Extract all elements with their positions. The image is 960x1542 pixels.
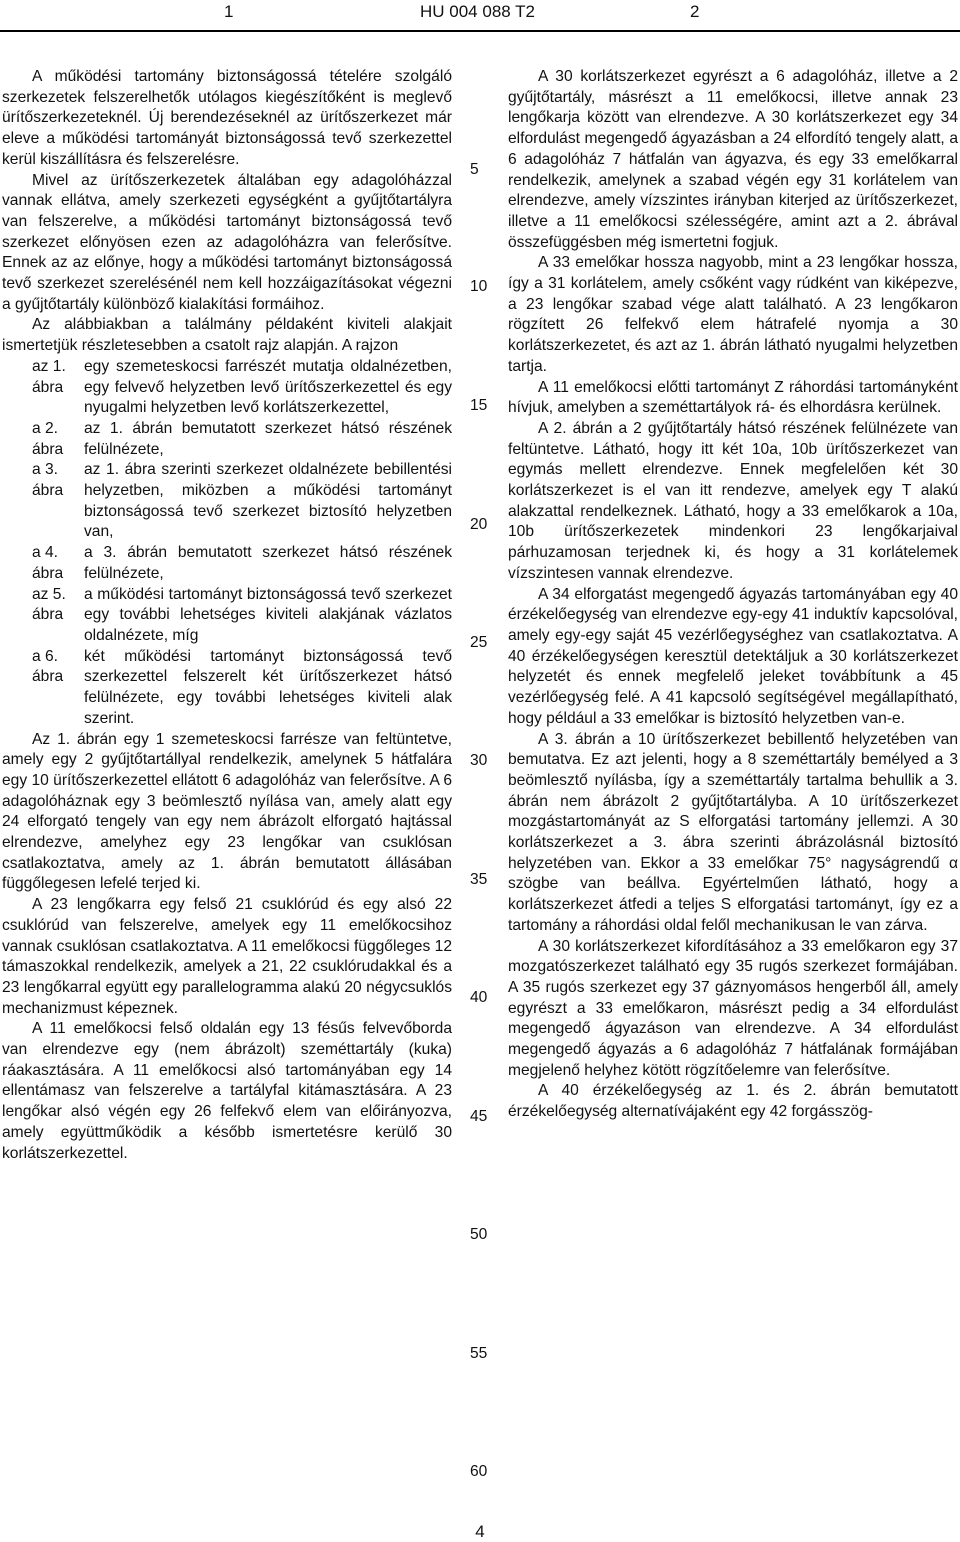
- document-number: HU 004 088 T2: [420, 2, 535, 21]
- figure-description: a 3. ábrán bemutatott szerkezet hátsó részének felülnézete,: [84, 544, 452, 582]
- paragraph: A 11 emelőkocsi előtti tartományt Z ráhordási tartományként hívjuk, amelyben a szeméttartályok rá- és elhordásra kerülnek.: [508, 378, 958, 417]
- paragraph: Az 1. ábrán egy 1 szemeteskocsi farrésze van feltüntetve, amely egy 2 gyűjtőtartállyal rendelkezik, amelynek 5 hátfalára egy 10 ürítőszerkezettel ellátott 6 adagolóház van felerősítve. A 6 adagolóháznak egy 3 beömlesztő nyílása van, amely alatt egy 24 elforgató tengely van egy nem ábrázolt elforgató hajtással elrendezve, amelyhez egy 23 lengőkar van csuklósan csatlakoztatva, amely az 1. ábrán bemutatott állásában függőlegesen lefelé terjed ki.: [2, 730, 452, 893]
- page-header: [0, 0, 960, 30]
- right-page-number: 2: [690, 2, 700, 21]
- line-number: 45: [470, 1108, 488, 1125]
- line-number: 5: [470, 161, 479, 178]
- line-number: 20: [470, 516, 488, 533]
- paragraph: A 30 korlátszerkezet kifordításához a 33 emelőkaron egy 37 mozgatószerkezet található egy 35 rugós szerkezet formájában. A 35 rugós szerkezet egy 37 gáznyomásos hengerből áll, amely egyrészt a 33 emelőkaron, másrészt pedig a 34 elfordulást megengedő ágyazáson van elrendezve. A 34 elfordulást megengedő ágyazás a 6 adagolóház 7 hátfalának formájában megjelenő helyhez kötött rögzítőelemre van felerősítve.: [508, 937, 958, 1079]
- paragraph: A 30 korlátszerkezet egyrészt a 6 adagolóház, illetve a 2 gyűjtőtartály, másrészt a 11 emelőkocsi, illetve annak 23 lengőkarja között van elrendezve. A 30 korlátszerkezet egy 34 elfordulást megengedő ágyazásban a 24 elfordító tengely alatt, a 6 adagolóház 7 hátfalán van ágyazva, és egy 33 emelőkarral rendelkezik, amelynek a szabad végén egy 31 korlátelem van elrendezve, amely vízszintes irányban kiterjed az ürítőszerkezet, illetve a 11 emelőkocsi szélességére, amint azt a 2. ábrával összefüggésben még ismertetni fogjuk.: [508, 68, 958, 251]
- figure-description: két működési tartományt biztonságossá tevő szerkezettel felszerelt két ürítőszerkezet hátsó felülnézete, egy további lehetséges kiviteli alak szerint.: [84, 647, 452, 727]
- line-number: 60: [470, 1463, 488, 1480]
- paragraph: A 3. ábrán a 10 ürítőszerkezet bebillentő helyzetében van bemutatva. Ez azt jelenti, hogy a 8 szeméttartály bemélyed a 3 beömlesztő nyílásba, így a szeméttartály tartalma behullik a 3. ábrán nem ábrázolt 2 gyűjtőtartályba. A 10 ürítőszerkezet mozgástartományát az S elforgatási tartomány jellemzi. A 30 korlátszerkezet a 3. ábra szerinti ábrázolásnál biztosító helyzetében van. Ekkor a 33 emelőkar 75° nagyságrendű α szögbe van beállva. Egyértelműen látható, hogy a korlátszerkezet átfedi a teljes S elforgatási tartományt, így ez a tartomány a ráhordási oldal felől mechanikusan le van zárva.: [508, 730, 958, 934]
- header-rule: [0, 30, 960, 32]
- line-number: 30: [470, 752, 488, 769]
- figure-label: a 2. ábra: [32, 419, 64, 458]
- line-number: 40: [470, 989, 488, 1006]
- paragraph: Az alábbiakban a találmány példaként kiviteli alakjait ismertetjük részletesebben a csatolt rajz alapján. A rajzon: [2, 316, 452, 355]
- figure-description: a működési tartományt biztonságossá tevő szerkezet egy további lehetséges kiviteli alakjának vázlatos oldalnézete, míg: [84, 585, 452, 644]
- line-number: 25: [470, 634, 488, 651]
- paragraph: A 40 érzékelőegység az 1. és 2. ábrán bemutatott érzékelőegység alternatívájaként egy 42 forgásszög-: [508, 1082, 958, 1121]
- figure-item: [2, 357, 452, 419]
- figure-item: [2, 460, 452, 543]
- figure-item: [2, 543, 452, 584]
- paragraph: A 33 emelőkar hossza nagyobb, mint a 23 lengőkar hossza, így a 31 korlátelem, amely csőként vagy rúdként van kiképezve, a 23 lengőkar szabad vége alatt található. A 23 lengőkaron rögzített 26 felfekvő elem hátrafelé nyomja a 30 korlátszerkezetet, és azt az 1. ábrán látható nyugalmi helyzetben tartja.: [508, 254, 958, 375]
- paragraph: A 11 emelőkocsi felső oldalán egy 13 fésűs felvevőborda van elrendezve egy (nem ábrázolt) szeméttartály (kuka) ráakasztására. A 11 emelőkocsi alsó tartományában egy 14 ellentámasz van felszerelve a tartályfal kitámasztására. A 23 lengőkar alsó végén egy 26 felfekvő elem van előirányozva, amely együttműködik a később ismertetésre kerülő 30 korlátszerkezettel.: [2, 1020, 452, 1162]
- line-number: 35: [470, 871, 488, 888]
- figure-label: a 4. ábra: [32, 544, 64, 582]
- paragraph: Mivel az ürítőszerkezetek általában egy adagolóházzal vannak ellátva, amely szerkezeti egységként a gyűjtőtartályra van felszerelve, a működési tartományt biztonságossá tevő szerkezet előnyösen ezen az adagolóházra van felerősítve. Ennek az az előnye, hogy a működési tartományt biztonságossá tevő szerkezet szerelésénél nem kell hozzáigazításokat végezni a gyűjtőtartály különböző kialakítási formáihoz.: [2, 171, 452, 313]
- left-column: [2, 67, 452, 1164]
- paragraph: A 34 elforgatást megengedő ágyazás tartományában egy 40 érzékelőegység van elrendezve egy-egy 41 induktív kapcsolóval, amely egy-egy saját 45 vezérlőegységhez van csatlakoztatva. A 40 érzékelőegységen keresztül detektáljuk a 30 korlátszerkezet helyzetét és ennek megfelelő jeleket továbbítunk a 45 vezérlőegység felé. A 41 kapcsoló segítségével megállapítható, hogy például a 33 emelőkar is biztosító helyzetben van-e.: [508, 585, 958, 727]
- figure-description: az 1. ábra szerinti szerkezet oldalnézete bebillentési helyzetben, miközben a működési tartományt biztonságossá tevő szerkezet biztosító helyzetben van,: [84, 461, 452, 541]
- figure-label: az 1. ábra: [32, 357, 66, 396]
- line-number: 50: [470, 1226, 488, 1243]
- figure-label: a 6. ábra: [32, 647, 64, 686]
- figure-label: az 5. ábra: [32, 585, 66, 624]
- page-footer-number: 4: [475, 1522, 485, 1541]
- line-number: 15: [470, 397, 488, 414]
- line-number: 55: [470, 1345, 488, 1362]
- left-page-number: 1: [224, 2, 234, 21]
- paragraph: A működési tartomány biztonságossá tételére szolgáló szerkezetek felszerelhetők utólagos kiegészítőként is meglevő ürítőszerkezeteknél. Új berendezéseknél az ürítőszerkezet már eleve a működési tartományát biztonságossá tevő szerkezettel kerül kiszállításra és felszerelésre.: [2, 68, 452, 168]
- paragraph: A 23 lengőkarra egy felső 21 csuklórúd és egy alsó 22 csuklórúd van felszerelve, amelyek egy 11 emelőkocsihoz vannak csuklósan csatlakoztatva. A 11 emelőkocsi függőleges 12 támaszokkal rendelkezik, amelyek a 21, 22 csuklórudakkal és a 23 lengőkarral együtt egy parallelogramma alakú 20 négycsuklós mechanizmust képeznek.: [2, 896, 452, 1017]
- figure-label: a 3. ábra: [32, 461, 64, 500]
- paragraph: A 2. ábrán a 2 gyűjtőtartály hátsó részének felülnézete van feltüntetve. Látható, hogy itt két 10a, 10b ürítőszerkezet van egymás mellett elrendezve. Ennek megfelelően két 30 korlátszerkezet is el van itt rendezve, amelyek egy T alakú alakzattal rendelkeznek. Látható, hogy a 33 emelőkarok a 10a, 10b ürítőszerkezetek mindenkori 23 lengőkarjaival párhuzamosan terjednek ki, és hogy a 31 korlátelemek vízszintesen vannak elrendezve.: [508, 419, 958, 582]
- figure-list: [2, 357, 452, 730]
- figure-item: [2, 419, 452, 460]
- figure-item: [2, 585, 452, 647]
- figure-description: egy szemeteskocsi farrészét mutatja oldalnézetben, egy felvevő helyzetben levő ürítőszerkezettel és egy nyugalmi helyzetben levő korlátszerkezettel,: [84, 357, 452, 417]
- figure-item: [2, 647, 452, 730]
- figure-description: az 1. ábrán bemutatott szerkezet hátsó részének felülnézete,: [84, 419, 452, 458]
- right-column: [508, 67, 958, 1123]
- line-number: 10: [470, 278, 488, 295]
